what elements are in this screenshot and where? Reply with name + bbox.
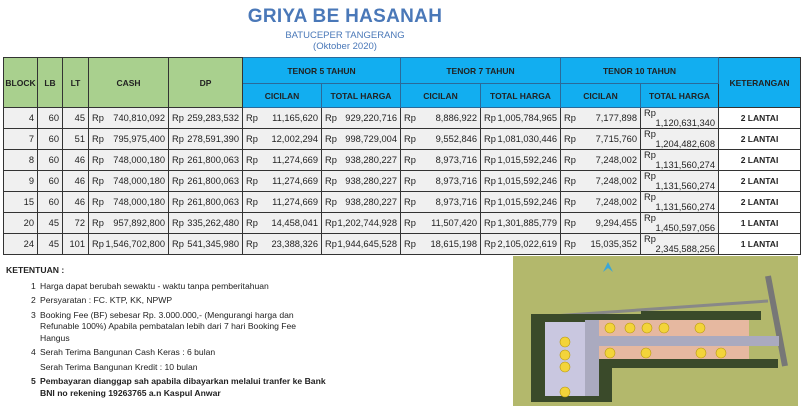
value-t7: 1,301,885,779 [497,218,557,228]
cell-cash [89,129,169,150]
cell-lt: 51 [63,129,89,150]
value-c10: 7,715,760 [595,134,637,144]
terms [6,265,326,402]
value-t7: 2,105,022,619 [497,239,557,249]
term-item [6,281,326,293]
value-t10: 1,131,560,274 [655,181,715,191]
currency-label: Rp [92,239,104,249]
value-c7: 8,973,716 [435,176,477,186]
value-cash: 748,000,180 [113,155,165,165]
currency-label: Rp [564,113,576,123]
value-t5: 938,280,227 [345,197,397,207]
col-total: TOTAL HARGA [481,84,561,108]
cell-ket: 2 LANTAI [719,192,801,213]
cell-c5 [243,171,322,192]
value-c10: 7,248,002 [595,155,637,165]
value-c5: 11,274,669 [272,197,318,207]
term-text: Pembayaran dianggap sah apabila dibayarkan melalui tranfer ke Bank BNI no rekening 19263765 a.n Kaspul Anwar [40,376,326,398]
value-c10: 7,248,002 [595,176,637,186]
value-c5: 11,165,620 [272,113,318,123]
currency-label: Rp [325,176,337,186]
col-total: TOTAL HARGA [322,84,401,108]
currency-label: Rp [644,129,656,139]
table-row [4,108,801,129]
cell-block: 9 [4,171,38,192]
cell-c7 [401,213,481,234]
value-t5: 998,729,004 [345,134,397,144]
currency-label: Rp [644,234,656,244]
term-number: 5 [31,376,36,386]
currency-label: Rp [246,239,258,249]
value-t10: 1,204,482,608 [655,139,715,149]
cell-c5 [243,234,322,255]
currency-label: Rp [92,113,104,123]
value-c7: 8,973,716 [435,155,477,165]
cell-c7 [401,108,481,129]
cell-lt: 72 [63,213,89,234]
col-tenor10: TENOR 10 TAHUN [561,58,719,84]
value-c10: 15,035,352 [590,239,637,249]
value-t7: 1,005,784,965 [497,113,557,123]
currency-label: Rp [92,134,104,144]
value-c7: 9,552,846 [435,134,477,144]
cell-t7 [481,213,561,234]
cell-c7 [401,129,481,150]
cell-dp [169,108,243,129]
cell-ket: 2 LANTAI [719,129,801,150]
currency-label: Rp [246,134,258,144]
cell-c5 [243,192,322,213]
cell-dp [169,192,243,213]
value-dp: 261,800,063 [187,176,239,186]
cell-t5 [322,213,401,234]
terms-heading: KETENTUAN : [6,265,65,275]
value-t10: 1,450,597,056 [655,223,715,233]
table-row [4,192,801,213]
col-lt: LT [63,58,89,108]
cell-c10 [561,150,641,171]
cell-t5 [322,150,401,171]
cell-c7 [401,234,481,255]
currency-label: Rp [404,239,416,249]
value-t10: 1,131,560,274 [655,160,715,170]
cell-dp [169,171,243,192]
cell-lb: 60 [38,192,63,213]
currency-label: Rp [564,218,576,228]
cell-block: 8 [4,150,38,171]
currency-label: Rp [246,155,258,165]
cell-t7 [481,234,561,255]
col-total: TOTAL HARGA [641,84,719,108]
value-t5: 929,220,716 [345,113,397,123]
cell-t5 [322,234,401,255]
currency-label: Rp [644,108,656,118]
cell-c10 [561,108,641,129]
cell-c7 [401,171,481,192]
term-item [6,362,326,374]
cell-lt: 101 [63,234,89,255]
currency-label: Rp [172,197,184,207]
currency-label: Rp [325,218,337,228]
currency-label: Rp [246,197,258,207]
site-plan-map [513,256,798,406]
currency-label: Rp [404,218,416,228]
value-c7: 8,973,716 [435,197,477,207]
currency-label: Rp [172,155,184,165]
cell-dp [169,129,243,150]
value-t5: 938,280,227 [345,155,397,165]
value-c5: 14,458,041 [271,218,318,228]
value-t7: 1,015,592,246 [497,197,557,207]
term-text: Serah Terima Bangunan Cash Keras : 6 bulan [40,347,216,357]
currency-label: Rp [644,171,656,181]
cell-ket: 2 LANTAI [719,171,801,192]
location: BATUCEPER TANGERANG [285,30,405,41]
value-cash: 740,810,092 [113,113,165,123]
cell-lt: 45 [63,108,89,129]
cell-block: 4 [4,108,38,129]
cell-c10 [561,192,641,213]
currency-label: Rp [92,176,104,186]
col-tenor7: TENOR 7 TAHUN [401,58,561,84]
cell-block: 24 [4,234,38,255]
value-dp: 259,283,532 [187,113,239,123]
currency-label: Rp [484,155,496,165]
currency-label: Rp [404,176,416,186]
currency-label: Rp [92,155,104,165]
cell-c5 [243,150,322,171]
value-t5: 938,280,227 [345,176,397,186]
cell-ket: 2 LANTAI [719,108,801,129]
cell-t10 [641,150,719,171]
cell-dp [169,213,243,234]
cell-c5 [243,129,322,150]
cell-ket: 1 LANTAI [719,213,801,234]
cell-cash [89,192,169,213]
currency-label: Rp [172,113,184,123]
term-item [6,310,326,345]
term-text: Booking Fee (BF) sebesar Rp. 3.000.000,- (Mengurangi harga dan Refunable 100%) Apabila pembatalan lebih dari 7 hari Booking Fee Hangus [40,309,297,343]
currency-label: Rp [172,239,184,249]
value-c5: 11,274,669 [272,155,318,165]
cell-lt: 46 [63,171,89,192]
currency-label: Rp [404,197,416,207]
cell-c5 [243,213,322,234]
value-c5: 23,388,326 [271,239,318,249]
cell-t10 [641,129,719,150]
col-dp: DP [169,58,243,108]
value-t10: 1,131,560,274 [655,202,715,212]
col-block: BLOCK [4,58,38,108]
col-cicilan: CICILAN [243,84,322,108]
cell-block: 15 [4,192,38,213]
value-dp: 541,345,980 [187,239,239,249]
cell-c10 [561,213,641,234]
cell-t10 [641,192,719,213]
currency-label: Rp [564,176,576,186]
value-t7: 1,081,030,446 [497,134,557,144]
table-row [4,234,801,255]
value-c10: 7,177,898 [595,113,637,123]
currency-label: Rp [246,176,258,186]
term-number: 1 [31,280,36,291]
currency-label: Rp [325,239,337,249]
table-row [4,129,801,150]
value-c7: 18,615,198 [430,239,477,249]
value-cash: 1,546,702,800 [105,239,165,249]
cell-c10 [561,129,641,150]
value-c10: 9,294,455 [595,218,637,228]
cell-cash [89,108,169,129]
currency-label: Rp [404,134,416,144]
col-tenor5: TENOR 5 TAHUN [243,58,401,84]
cell-c7 [401,150,481,171]
currency-label: Rp [564,197,576,207]
cell-t7 [481,150,561,171]
cell-lb: 60 [38,171,63,192]
value-dp: 261,800,063 [187,155,239,165]
currency-label: Rp [246,218,258,228]
term-item [6,295,326,307]
currency-label: Rp [644,192,656,202]
cell-t7 [481,129,561,150]
col-keterangan: KETERANGAN [719,58,801,108]
currency-label: Rp [404,113,416,123]
cell-c10 [561,234,641,255]
value-c7: 11,507,420 [431,218,477,228]
col-cicilan: CICILAN [561,84,641,108]
term-text: Harga dapat berubah sewaktu - waktu tanpa pemberitahuan [40,280,269,291]
cell-ket: 1 LANTAI [719,234,801,255]
cell-dp [169,150,243,171]
col-cicilan: CICILAN [401,84,481,108]
cell-cash [89,213,169,234]
page-title: GRIYA BE HASANAH [247,6,443,27]
table-row [4,213,801,234]
currency-label: Rp [172,134,184,144]
cell-lt: 46 [63,150,89,171]
table-row [4,150,801,171]
value-dp: 261,800,063 [187,197,239,207]
cell-t7 [481,108,561,129]
cell-t5 [322,171,401,192]
cell-t10 [641,108,719,129]
value-c5: 11,274,669 [272,176,318,186]
currency-label: Rp [325,113,337,123]
term-item [6,347,326,359]
currency-label: Rp [92,197,104,207]
cell-cash [89,150,169,171]
value-t7: 1,015,592,246 [497,176,557,186]
currency-label: Rp [644,150,656,160]
currency-label: Rp [404,155,416,165]
currency-label: Rp [484,197,496,207]
currency-label: Rp [484,176,496,186]
cell-lt: 46 [63,192,89,213]
term-text: Serah Terima Bangunan Kredit : 10 bulan [40,361,198,372]
cell-t7 [481,192,561,213]
cell-t10 [641,171,719,192]
term-item [6,376,326,399]
value-t10: 2,345,588,256 [655,244,715,254]
currency-label: Rp [564,239,576,249]
currency-label: Rp [484,239,496,249]
cell-block: 20 [4,213,38,234]
cell-cash [89,234,169,255]
cell-ket: 2 LANTAI [719,150,801,171]
cell-t5 [322,192,401,213]
currency-label: Rp [484,134,496,144]
date: (Oktober 2020) [313,41,377,52]
value-t10: 1,120,631,340 [655,118,715,128]
cell-lb: 60 [38,150,63,171]
term-number: 3 [31,309,36,320]
cell-c7 [401,192,481,213]
cell-t7 [481,171,561,192]
cell-t10 [641,213,719,234]
value-t7: 1,015,592,246 [497,155,557,165]
value-dp: 278,591,390 [187,134,239,144]
value-cash: 748,000,180 [113,197,165,207]
currency-label: Rp [92,218,104,228]
currency-label: Rp [564,155,576,165]
currency-label: Rp [325,134,337,144]
term-text: Persyaratan : FC. KTP, KK, NPWP [40,295,173,305]
currency-label: Rp [644,213,656,223]
currency-label: Rp [246,113,258,123]
cell-t10 [641,234,719,255]
value-c7: 8,886,922 [435,113,477,123]
currency-label: Rp [172,176,184,186]
cell-lb: 60 [38,108,63,129]
cell-c10 [561,171,641,192]
term-number: 2 [31,295,36,305]
value-t5: 1,944,645,528 [337,239,397,249]
currency-label: Rp [325,155,337,165]
value-cash: 957,892,800 [113,218,165,228]
currency-label: Rp [484,113,496,123]
cell-cash [89,171,169,192]
cell-dp [169,234,243,255]
currency-label: Rp [484,218,496,228]
cell-t5 [322,129,401,150]
cell-lb: 45 [38,213,63,234]
term-number: 4 [31,347,36,357]
value-t5: 1,202,744,928 [337,218,397,228]
col-cash: CASH [89,58,169,108]
value-c10: 7,248,002 [595,197,637,207]
price-table [3,57,801,255]
table-row [4,171,801,192]
value-cash: 748,000,180 [113,176,165,186]
value-dp: 335,262,480 [187,218,239,228]
currency-label: Rp [325,197,337,207]
cell-lb: 60 [38,129,63,150]
currency-label: Rp [172,218,184,228]
cell-lb: 45 [38,234,63,255]
value-c5: 12,002,294 [271,134,318,144]
col-lb: LB [38,58,63,108]
cell-c5 [243,108,322,129]
currency-label: Rp [564,134,576,144]
cell-t5 [322,108,401,129]
cell-block: 7 [4,129,38,150]
value-cash: 795,975,400 [113,134,165,144]
